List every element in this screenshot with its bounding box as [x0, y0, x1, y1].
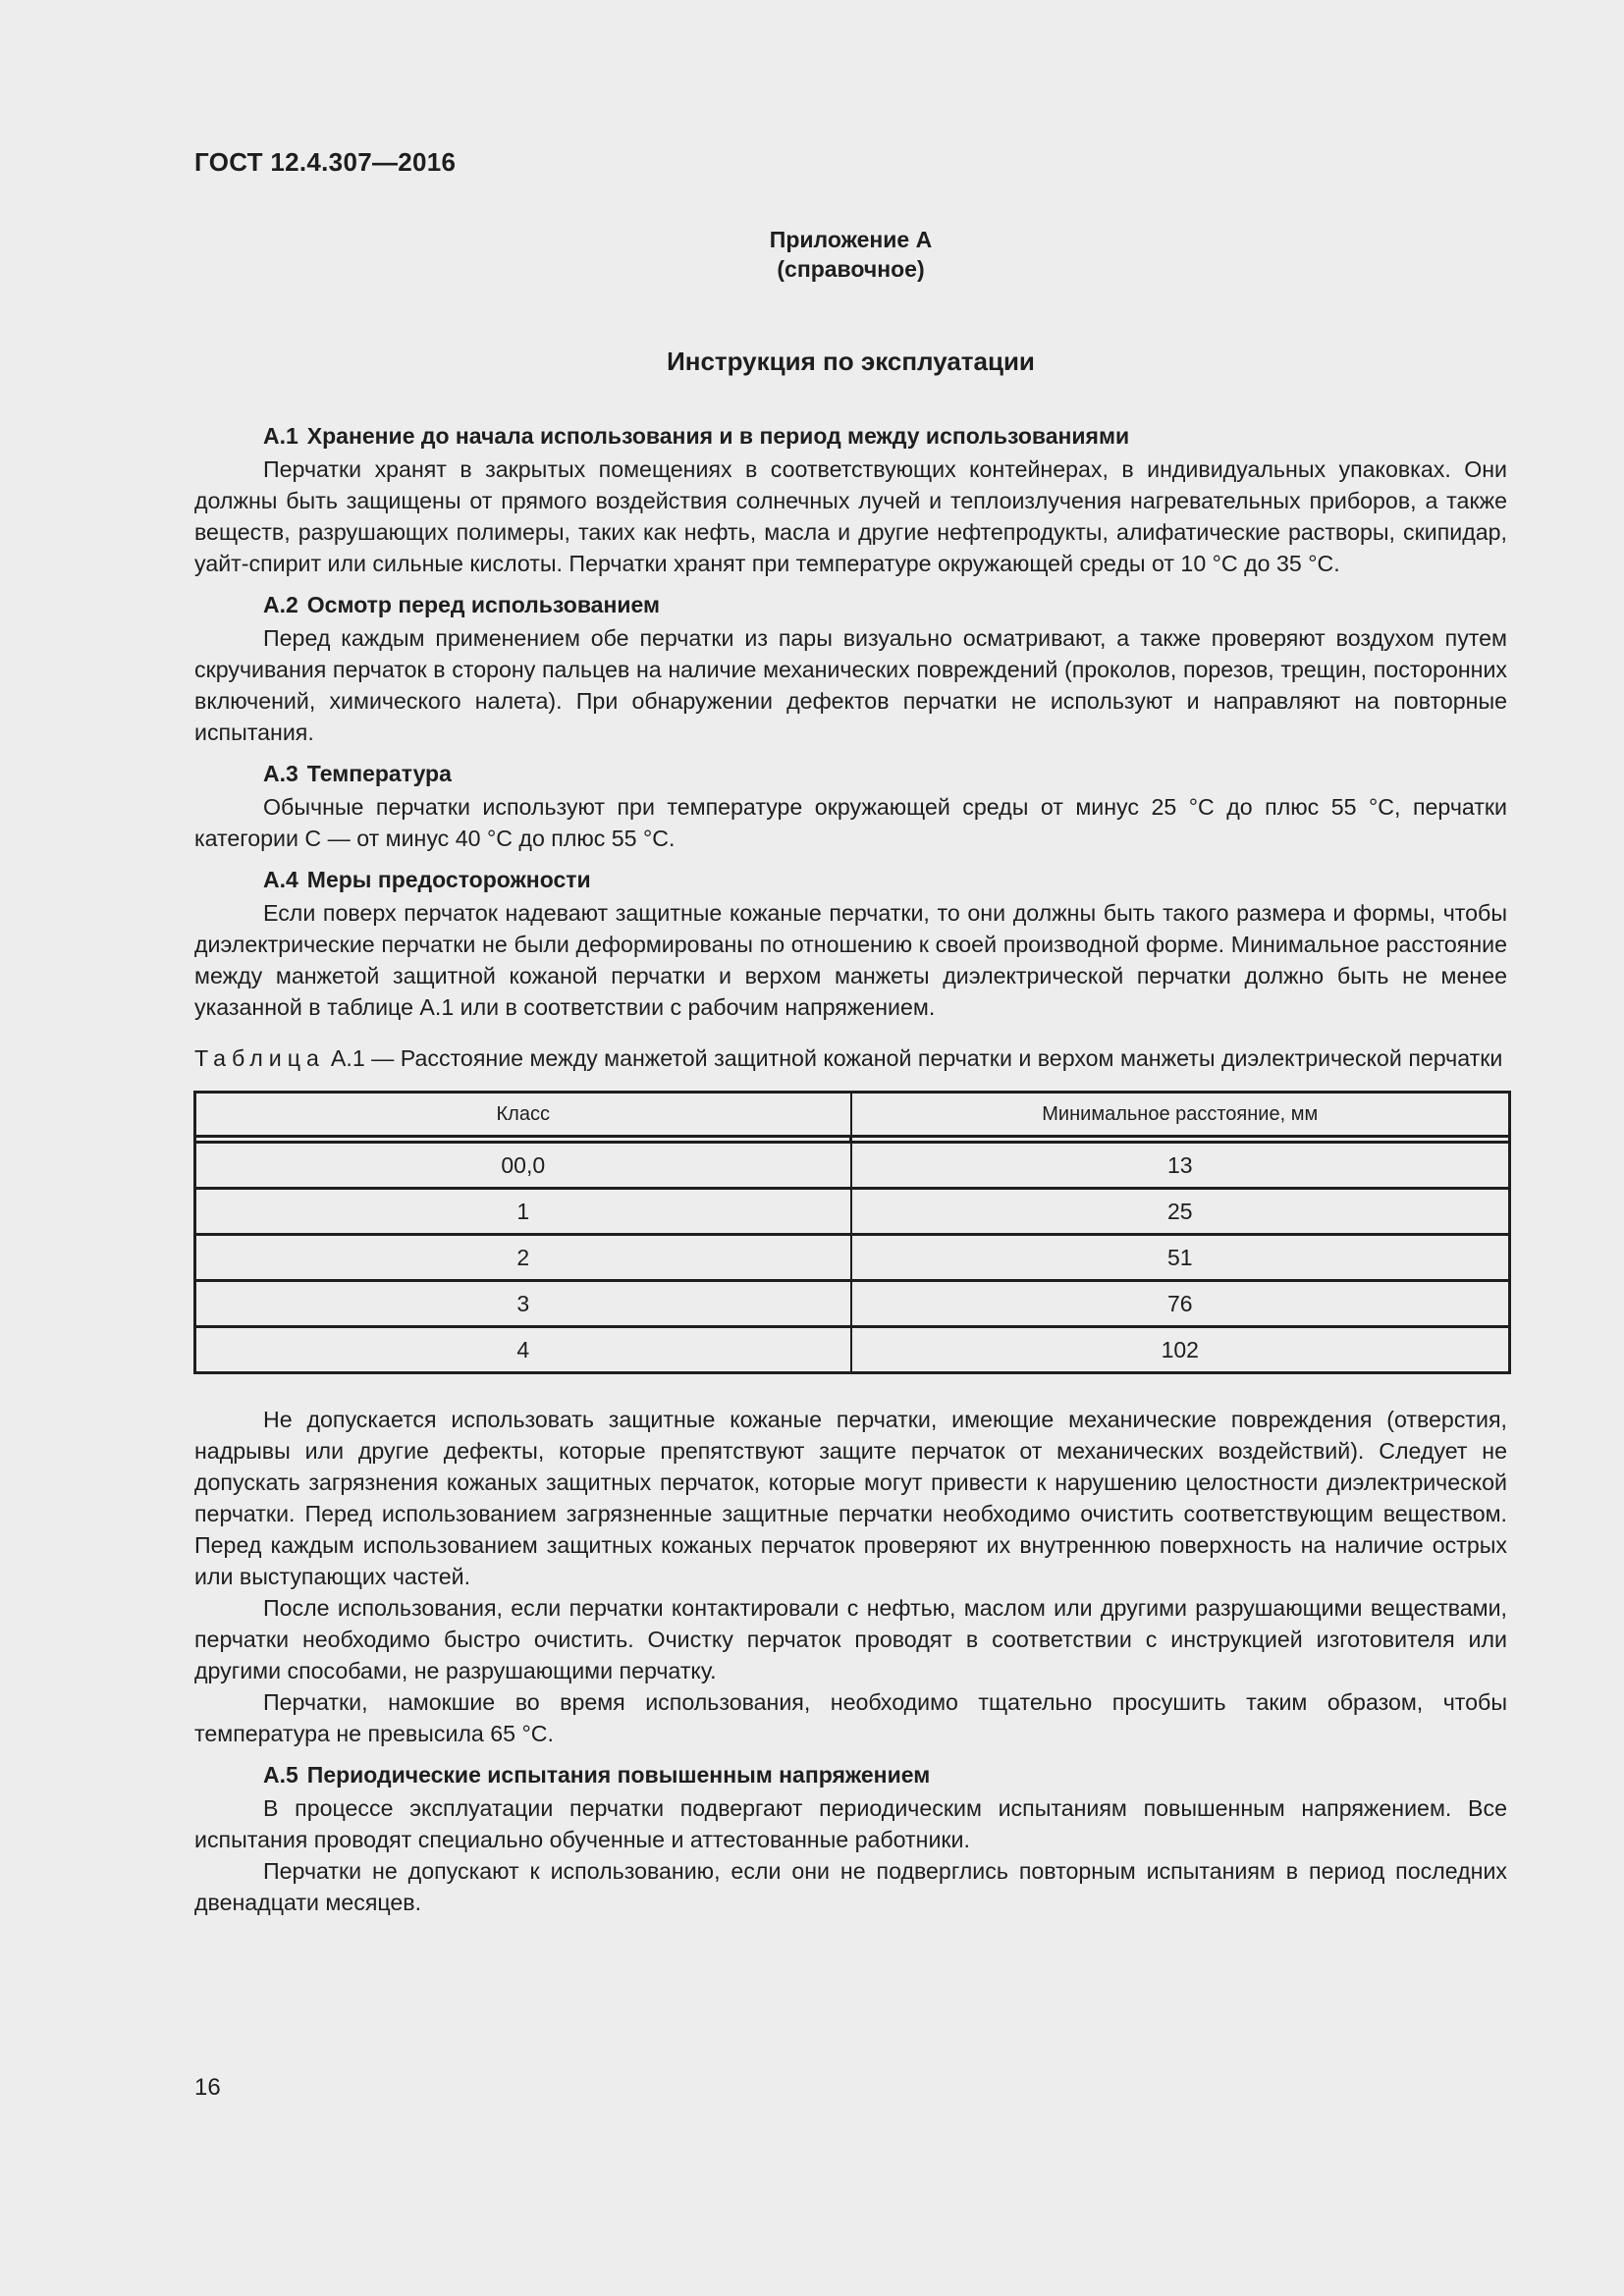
page-number: 16 [194, 2074, 221, 2101]
table-a1 [193, 1091, 1511, 1374]
table-caption-text: А.1 — Расстояние между манжетой защитной кожаной перчатки и верхом манжеты диэлектрической перчатки [330, 1045, 1503, 1071]
table-row [195, 1189, 1510, 1235]
annex-title: Инструкция по эксплуатации [667, 347, 1035, 376]
section-heading-a2 [194, 589, 1507, 620]
section-title: Хранение до начала использования и в период между использованиями [306, 423, 1130, 449]
paragraph: В процессе эксплуатации перчатки подвергают периодическим испытаниям повышенным напряжением. Все испытания проводят специально обученные и аттестованные работники. [194, 1795, 1507, 1852]
cell-class: 00,0 [195, 1143, 851, 1189]
paragraph: Перчатки, намокшие во время использования, необходимо тщательно просушить таким образом, чтобы температура не превысила 65 °С. [194, 1689, 1507, 1746]
column-header-min-distance: Минимальное расстояние, мм [851, 1093, 1510, 1137]
cell-min-distance: 102 [851, 1327, 1510, 1373]
section-title: Периодические испытания повышенным напряжением [306, 1762, 931, 1788]
table-caption [194, 1044, 1507, 1073]
section-number: А.1 [263, 423, 298, 449]
cell-class: 3 [195, 1281, 851, 1327]
annex-label: Приложение А [769, 227, 933, 252]
section-heading-a3 [194, 758, 1507, 789]
cell-class: 1 [195, 1189, 851, 1235]
section-heading-a5 [194, 1759, 1507, 1790]
cell-min-distance: 51 [851, 1235, 1510, 1281]
paragraph: Перед каждым применением обе перчатки из пары визуально осматривают, а также проверяют воздухом путем скручивания перчаток в сторону пальцев на наличие механических повреждений (проколов, порезов, трещин, посторонних включений, химического налета). При обнаружении дефектов перчатки не используют и направляют на повторные испытания. [194, 625, 1507, 745]
section-number: А.4 [263, 867, 298, 892]
paragraph: Если поверх перчаток надевают защитные кожаные перчатки, то они должны быть такого размера и формы, чтобы диэлектрические перчатки не были деформированы по отношению к своей производной форме. Минимальное расстояние между манжетой защитной кожаной перчатки и верхом манжеты диэлектрической перчатки должно быть не менее указанной в таблице А.1 или в соответствии с рабочим напряжением. [194, 900, 1507, 1020]
column-header-class: Класс [195, 1093, 851, 1137]
paragraph: Перчатки хранят в закрытых помещениях в соответствующих контейнерах, в индивидуальных упаковках. Они должны быть защищены от прямого воздействия солнечных лучей и теплоизлучения нагревательных приборов, а также веществ, разрушающих полимеры, таких как нефть, масла и другие нефтепродукты, алифатические растворы, скипидар, уайт-спирит или сильные кислоты. Перчатки хранят при температуре окружающей среды от 10 °С до 35 °С. [194, 456, 1507, 576]
document-body [194, 420, 1507, 1918]
section-number: А.5 [263, 1762, 298, 1788]
table-header-row [195, 1093, 1510, 1137]
paragraph: Не допускается использовать защитные кожаные перчатки, имеющие механические повреждения (отверстия, надрывы или другие дефекты, которые препятствуют защите перчаток от механических воздействий). Следует не допускать загрязнения кожаных защитных перчаток, которые могут привести к нарушению целостности диэлектрической перчатки. Перед использованием загрязненные защитные перчатки необходимо очистить соответствующим веществом. Перед каждым использованием защитных кожаных перчаток проверяют их внутреннюю поверхность на наличие острых или выступающих частей. [194, 1407, 1507, 1589]
cell-min-distance: 13 [851, 1143, 1510, 1189]
annex-heading [194, 225, 1507, 284]
section-heading-a4 [194, 864, 1507, 895]
table-caption-word: Таблица [194, 1045, 325, 1071]
section-heading-a1 [194, 420, 1507, 452]
paragraph: Перчатки не допускают к использованию, если они не подверглись повторным испытаниям в период последних двенадцати месяцев. [194, 1858, 1507, 1915]
cell-class: 4 [195, 1327, 851, 1373]
table-row [195, 1143, 1510, 1189]
cell-min-distance: 25 [851, 1189, 1510, 1235]
section-title: Меры предосторожности [306, 867, 591, 892]
table-row [195, 1327, 1510, 1373]
document-code: ГОСТ 12.4.307—2016 [194, 147, 457, 177]
cell-class: 2 [195, 1235, 851, 1281]
paragraph: После использования, если перчатки контактировали с нефтью, маслом или другими разрушающими веществами, перчатки необходимо быстро очистить. Очистку перчаток проводят в соответствии с инструкцией изготовителя или другими способами, не разрушающими перчатку. [194, 1595, 1507, 1683]
table-row [195, 1235, 1510, 1281]
cell-min-distance: 76 [851, 1281, 1510, 1327]
section-number: А.3 [263, 761, 298, 786]
section-number: А.2 [263, 592, 298, 617]
annex-type: (справочное) [777, 256, 925, 282]
table-row [195, 1281, 1510, 1327]
paragraph: Обычные перчатки используют при температуре окружающей среды от минус 25 °С до плюс 55 °С, перчатки категории С — от минус 40 °С до плюс 55 °С. [194, 794, 1507, 851]
section-title: Осмотр перед использованием [306, 592, 661, 617]
section-title: Температура [306, 761, 452, 786]
